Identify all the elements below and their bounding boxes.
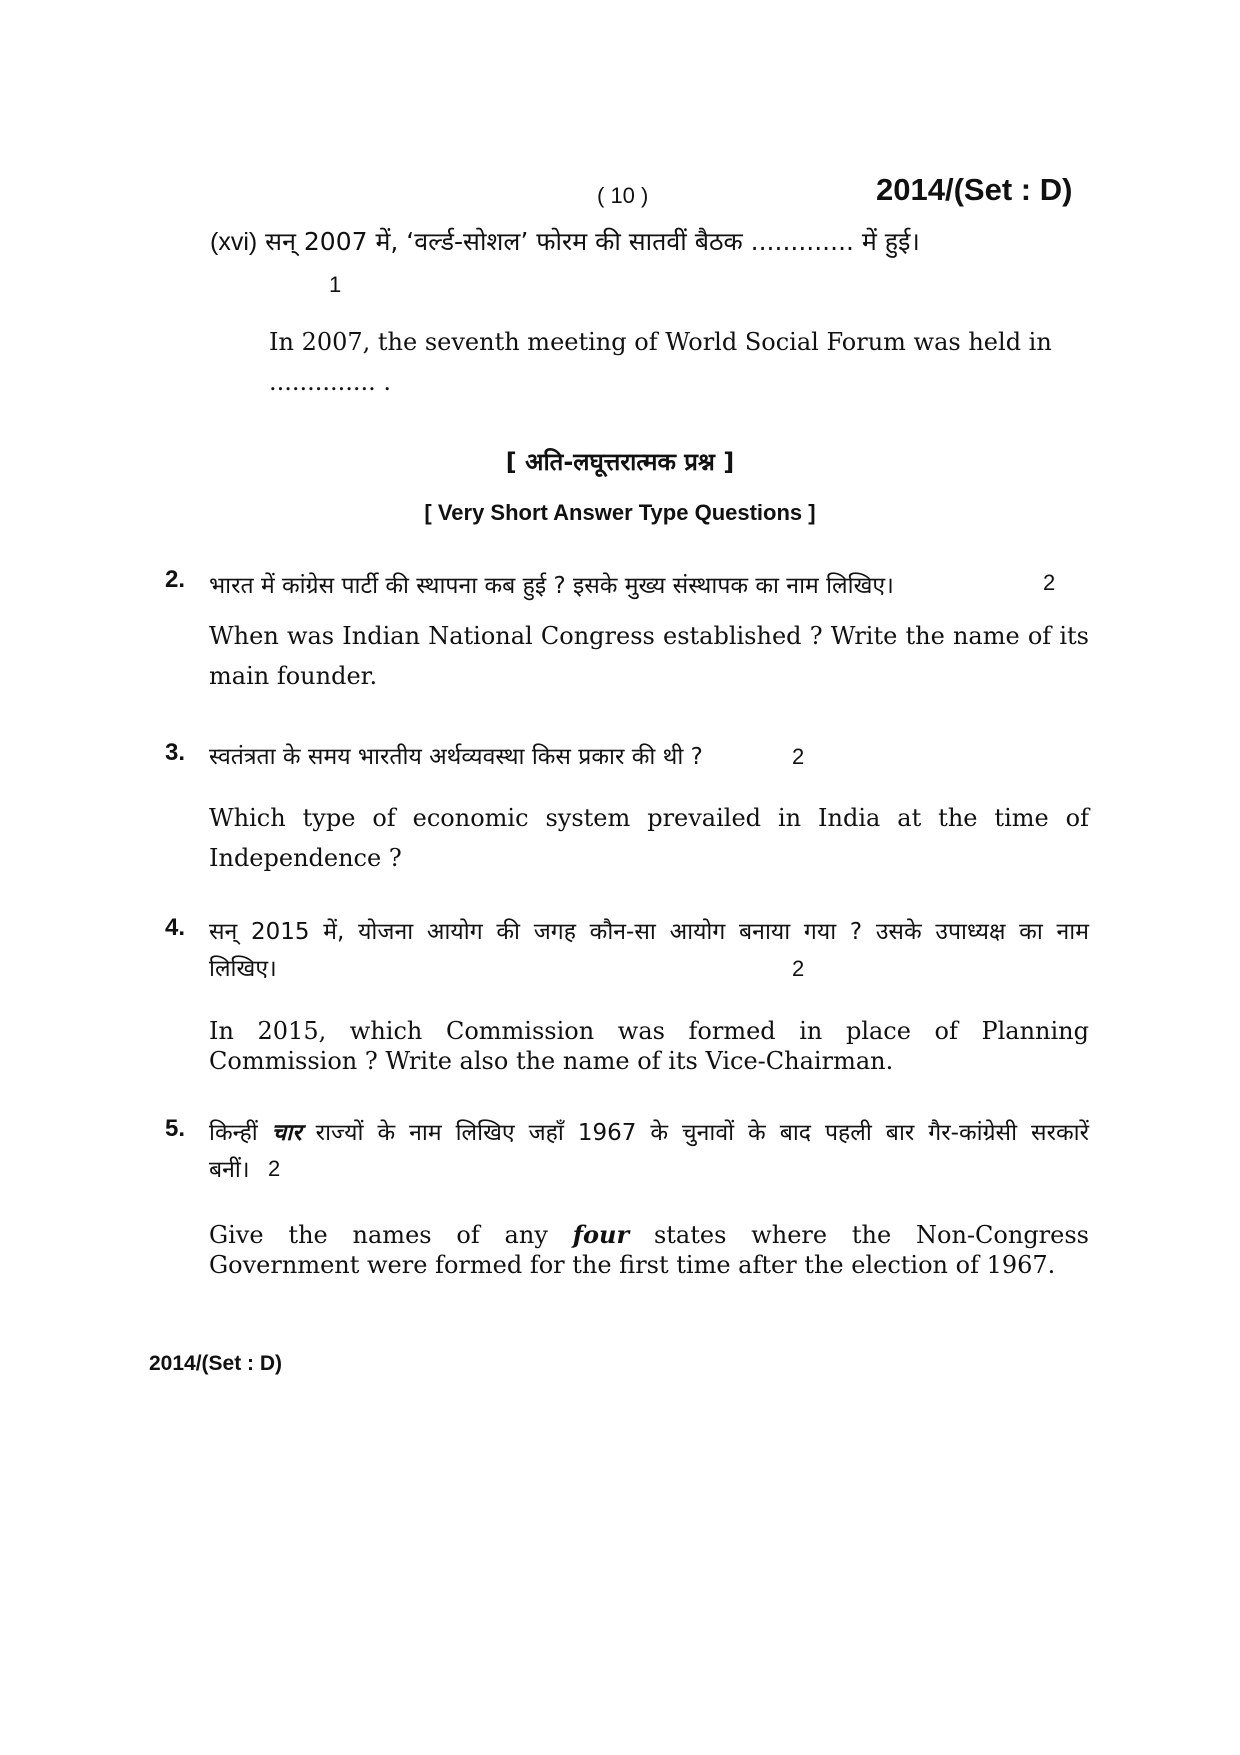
question-4-english: In 2015, which Commission was formed in place of Planning Commission ? Write also the name of its Vice-Chairman. — [209, 1017, 1089, 1075]
section-heading-hindi: [ अति-लघूत्तरात्मक प्रश्न ] — [505, 448, 735, 476]
question-5-hindi-pre: किन्हीं — [209, 1120, 258, 1146]
footer-set: 2014/(Set : D) — [149, 1352, 283, 1375]
question-5-english — [209, 1220, 1089, 1280]
page-number: ( 10 ) — [597, 183, 649, 208]
question-5-english-pre: Give the names of any — [209, 1221, 548, 1249]
question-5-hindi-emphasis: चार — [271, 1120, 302, 1146]
set-header: 2014/(Set : D) — [876, 172, 1073, 207]
question-xvi-marks: 1 — [329, 272, 342, 297]
question-3-hindi: स्वतंत्रता के समय भारतीय अर्थव्यवस्था किस प्रकार की थी ? — [209, 744, 703, 770]
question-4-marks: 2 — [792, 956, 805, 981]
question-2-hindi: भारत में कांग्रेस पार्टी की स्थापना कब हुई ? इसके मुख्य संस्थापक का नाम लिखिए। — [209, 573, 894, 599]
question-5-english-emphasis: four — [572, 1220, 630, 1249]
question-4-hindi-line1: सन् 2015 में, योजना आयोग की जगह कौन-सा आयोग बनाया गया ? उसके उपाध्यक्ष का नाम — [209, 919, 1089, 945]
question-2-marks: 2 — [1043, 570, 1056, 595]
question-xvi-hindi-text: सन् 2007 में, ‘वर्ल्ड-सोशल’ फोरम की सातवीं बैठक ............. में हुई। — [265, 227, 920, 256]
question-xvi-label: (xvi) — [210, 228, 258, 256]
question-5-marks: 2 — [268, 1156, 281, 1181]
question-4-number: 4. — [165, 914, 186, 941]
question-2-english: When was Indian National Congress established ? Write the name of its main founder. — [209, 622, 1089, 690]
question-xvi-english — [269, 322, 1089, 402]
question-4-hindi-line2: लिखिए। — [209, 956, 277, 982]
question-xvi-english-line2: .............. . — [269, 368, 392, 396]
question-2-number: 2. — [165, 566, 186, 593]
question-xvi-hindi — [210, 224, 920, 258]
section-heading-english: [ Very Short Answer Type Questions ] — [424, 500, 816, 525]
question-xvi-english-line1: In 2007, the seventh meeting of World Social Forum was held in — [269, 328, 1052, 356]
question-3-english: Which type of economic system prevailed in India at the time of Independence ? — [209, 804, 1089, 872]
question-5-hindi-post: राज्यों के नाम लिखिए जहाँ 1967 के चुनावों के बाद पहली बार गैर-कांग्रेसी सरकारें — [315, 1120, 1090, 1146]
question-3-number: 3. — [165, 739, 186, 766]
question-5-number: 5. — [165, 1115, 186, 1142]
question-3-marks: 2 — [792, 744, 805, 769]
question-5-hindi-line2: बनीं। — [209, 1157, 250, 1183]
question-5-english-post: states where the Non-Congress Government were formed for the first time after the election of 1967. — [209, 1221, 1089, 1279]
question-5-hindi-line1 — [209, 1115, 1089, 1147]
